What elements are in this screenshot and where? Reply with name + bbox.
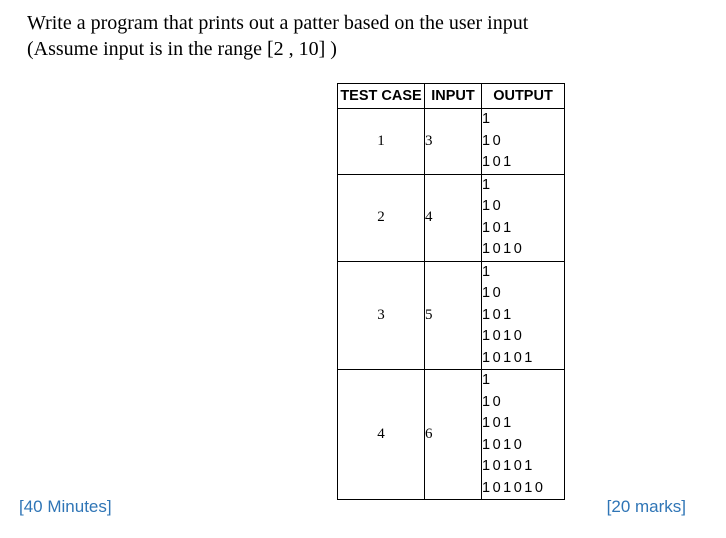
output-line: 101 [482, 306, 514, 323]
output-line: 10101 [482, 458, 535, 474]
output-cell [482, 370, 565, 500]
test-case-cell: 2 [338, 174, 425, 261]
input-cell: 4 [425, 174, 482, 261]
test-case-table [337, 83, 565, 500]
input-cell: 6 [425, 370, 482, 500]
output-line: 10 [482, 132, 504, 149]
output-cell [482, 174, 565, 261]
output-line: 101 [482, 415, 514, 431]
table-row [338, 370, 565, 500]
output-line: 1010 [482, 328, 525, 344]
test-case-cell: 4 [338, 370, 425, 500]
table-row [338, 261, 565, 370]
output-line: 1010 [482, 241, 525, 257]
output-cell [482, 109, 565, 175]
question-line-1: Write a program that prints out a patter based on the user input [27, 12, 529, 34]
question-line-2: (Assume input is in the range [2 , 10] ) [27, 38, 337, 60]
output-line: 101 [482, 219, 514, 236]
output-line: 10 [482, 393, 504, 410]
time-allotted: [40 Minutes] [19, 497, 112, 516]
output-line: 1010 [482, 436, 525, 453]
table-row [338, 109, 565, 175]
input-cell: 5 [425, 261, 482, 370]
output-cell [482, 261, 565, 370]
output-line: 1 [482, 372, 493, 388]
table-row [338, 174, 565, 261]
output-line: 10 [482, 198, 504, 214]
output-line: 10101 [482, 349, 535, 366]
test-case-cell: 3 [338, 261, 425, 370]
output-line: 1 [482, 111, 493, 127]
marks-allotted: [20 marks] [606, 497, 686, 516]
header-test-case: TEST CASE [338, 84, 425, 109]
question-text [27, 10, 528, 62]
header-output: OUTPUT [482, 84, 565, 109]
output-line: 1 [482, 176, 493, 193]
table-header-row [338, 84, 565, 109]
test-case-cell: 1 [338, 109, 425, 175]
input-cell: 3 [425, 109, 482, 175]
output-line: 101 [482, 154, 514, 170]
output-line: 1 [482, 263, 493, 280]
output-line: 10 [482, 285, 504, 301]
output-line: 101010 [482, 479, 546, 496]
header-input: INPUT [425, 84, 482, 109]
